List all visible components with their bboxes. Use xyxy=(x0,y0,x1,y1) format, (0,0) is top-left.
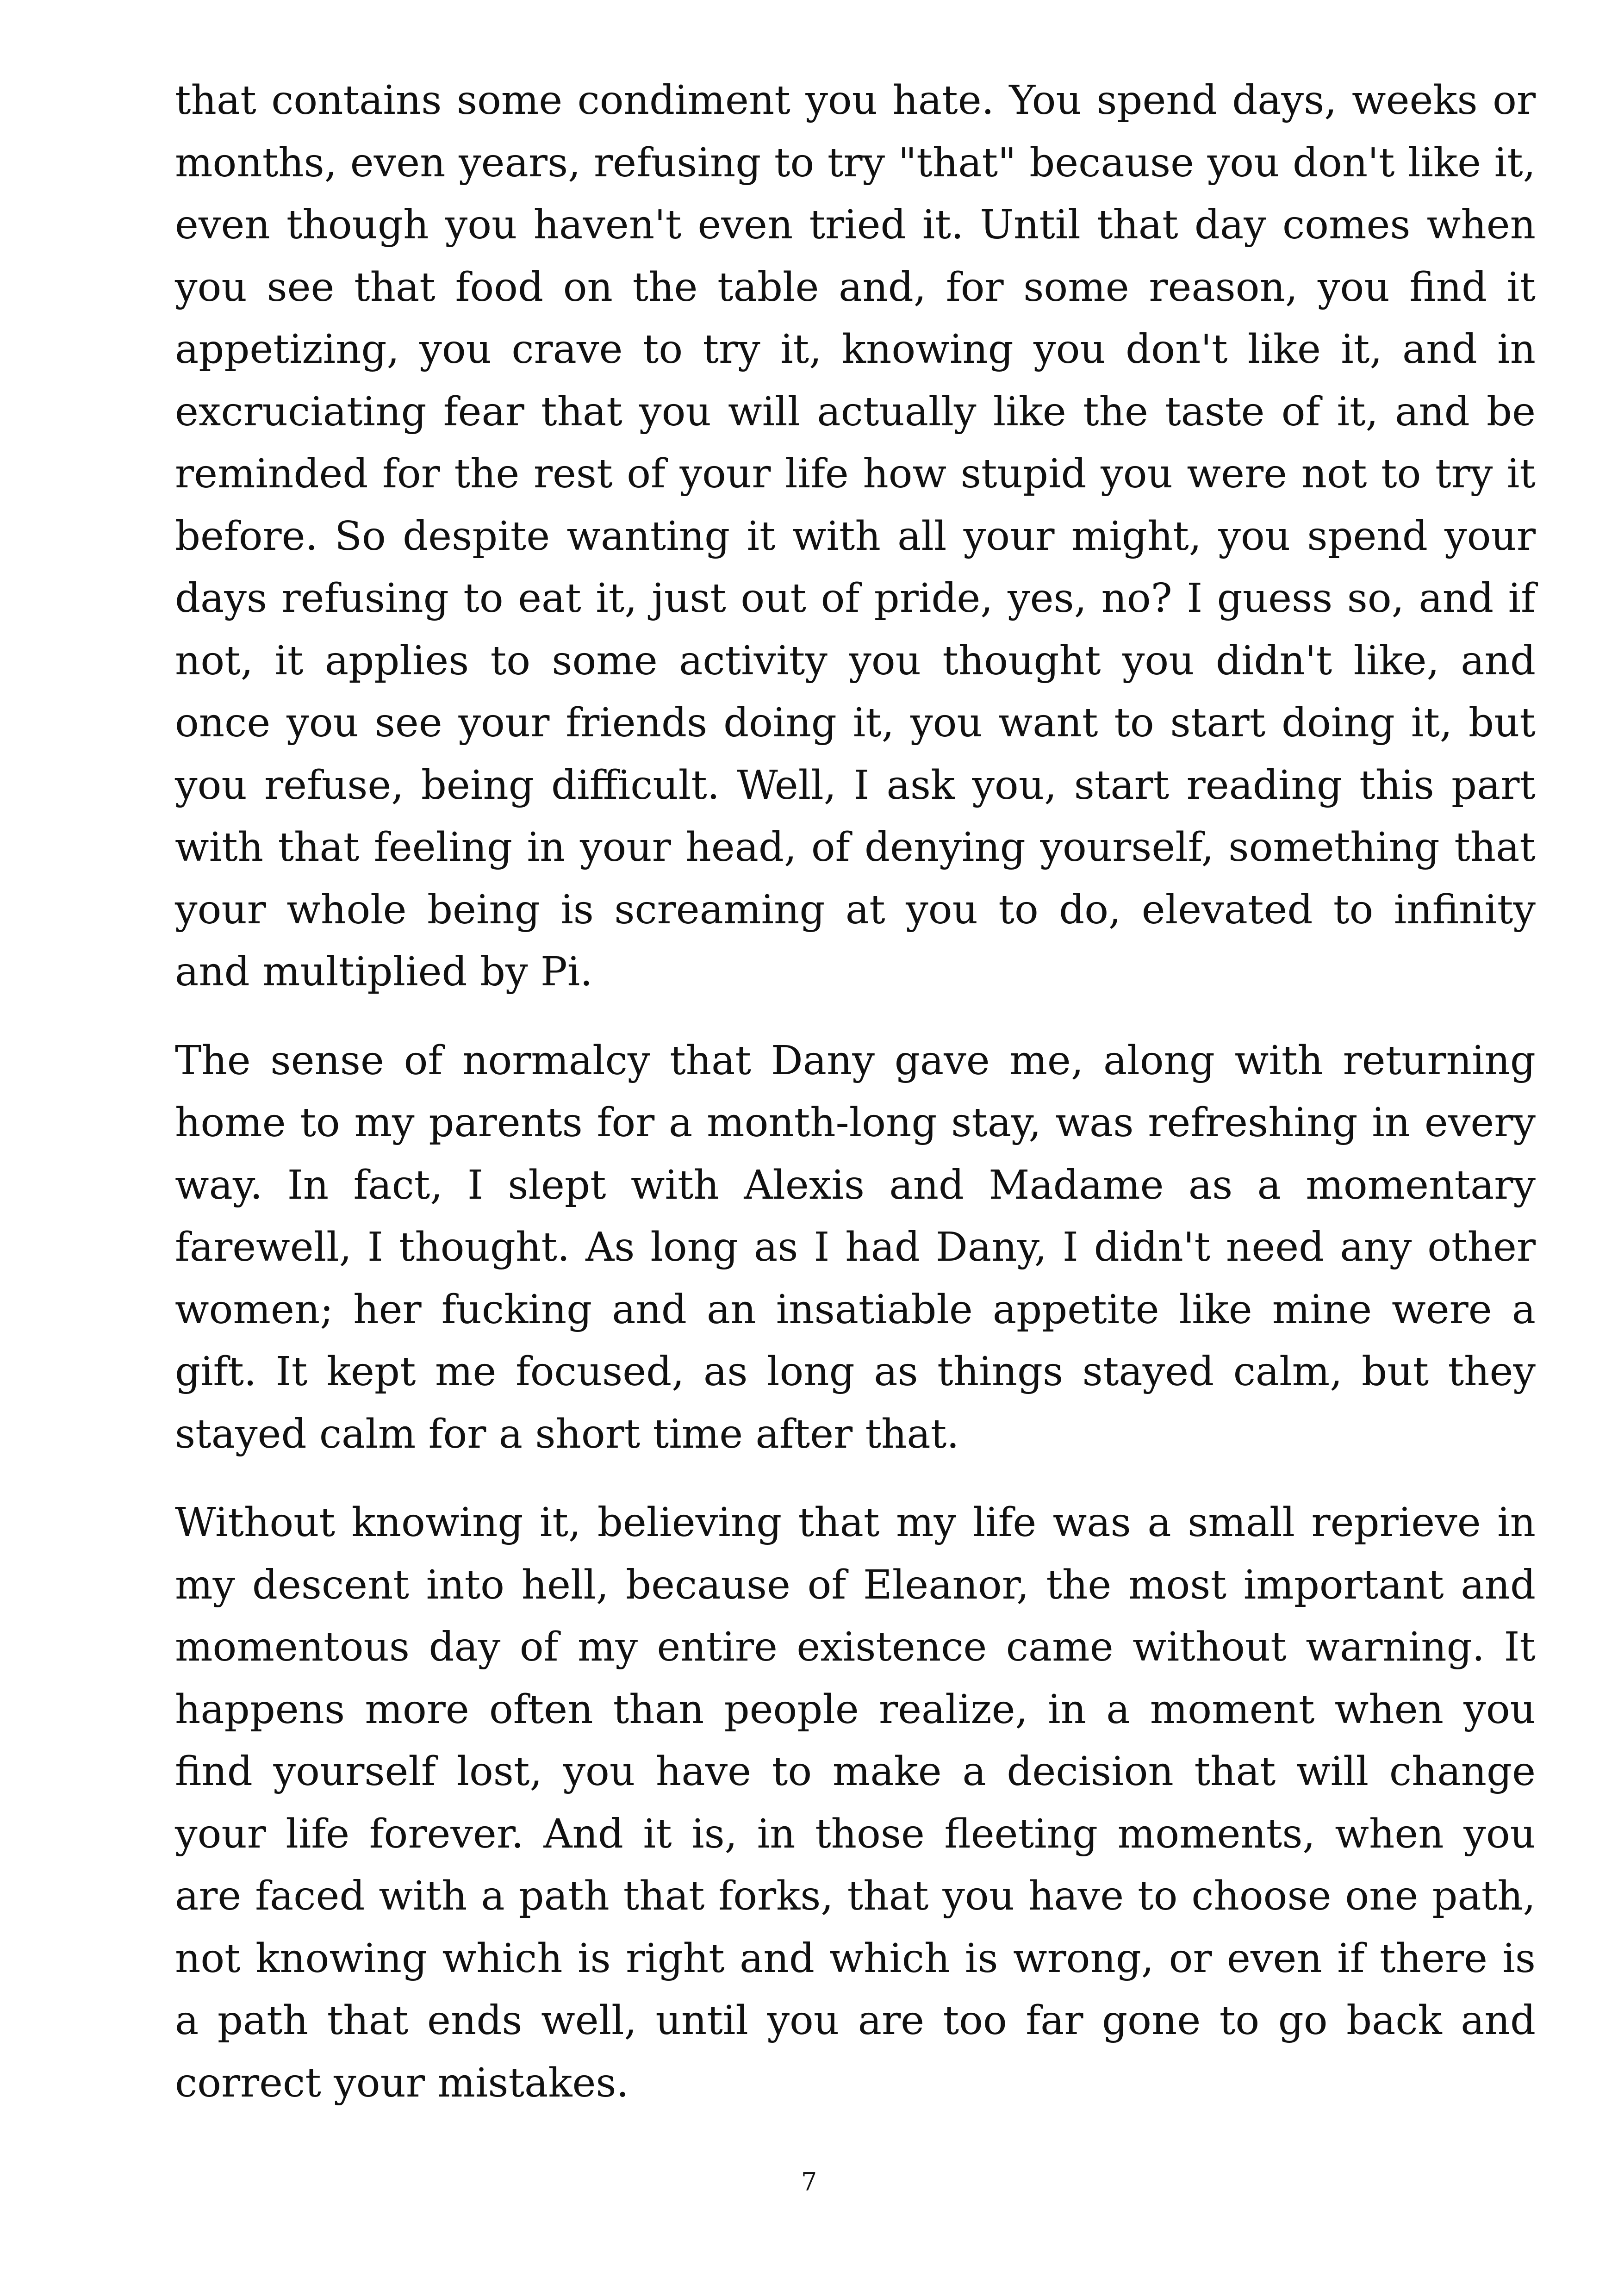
page-number: 7 xyxy=(801,2167,817,2196)
paragraph-1: that contains some condiment you hate. You spend days, weeks or months, even years, refusing to try "that" because you don't like it, even though you haven't even tried it. Until that day comes when you see that food on the table and, for some reason, you find it appetizing, you crave to try it, knowing you don't like it, and in excruciating fear that you will actually like the taste of it, and be reminded for the rest of your life how stupid you were not to try it before. So despite wanting it with all your might, you spend your days refusing to eat it, just out of pride, yes, no? I guess so, and if not, it applies to some activity you thought you didn't like, and once you see your friends doing it, you want to start doing it, but you refuse, being difficult. Well, I ask you, start reading this part with that feeling in your head, of denying yourself, something that your whole being is screaming at you to do, elevated to infinity and multiplied by Pi. xyxy=(175,77,1536,995)
paragraph-3: Without knowing it, believing that my life was a small reprieve in my descent into hell, because of Eleanor, the most important and momentous day of my entire existence came without warning. It happens more often than people realize, in a moment when you find yourself lost, you have to make a decision that will change your life forever. And it is, in those fleeting moments, when you are faced with a path that forks, that you have to choose one path, not knowing which is right and which is wrong, or even if there is a path that ends well, until you are too far gone to go back and correct your mistakes. xyxy=(175,1500,1536,2106)
paragraph-2: The sense of normalcy that Dany gave me, along with returning home to my parents for a month-long stay, was refreshing in every way. In fact, I slept with Alexis and Madame as a momentary farewell, I thought. As long as I had Dany, I didn't need any other women; her fucking and an insatiable appetite like mine were a gift. It kept me focused, as long as things stayed calm, but they stayed calm for a short time after that. xyxy=(175,1037,1536,1457)
body-text xyxy=(175,69,1536,2140)
